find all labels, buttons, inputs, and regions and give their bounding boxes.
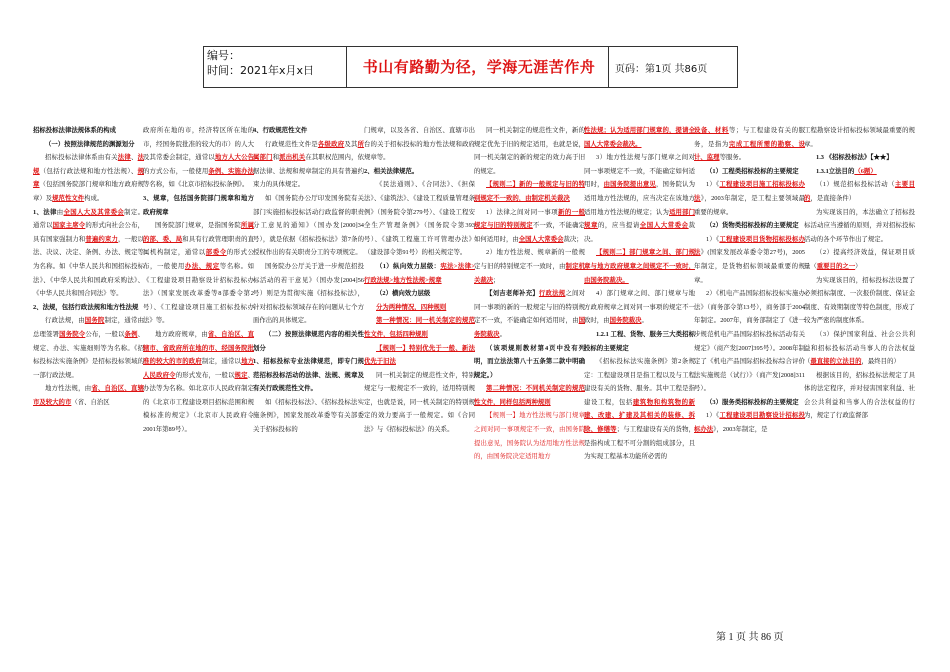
column-4 <box>364 124 475 437</box>
paragraph <box>364 124 475 165</box>
emphasis-text: 条例、实施办法 <box>208 167 255 175</box>
emphasis-text: 1.3 《招标投标法》【★★】 <box>816 154 893 162</box>
body-text: 国务院部门规章，是指国务院 <box>155 222 241 230</box>
body-text: 的形式发布，一般以 <box>175 371 235 379</box>
paragraph <box>253 355 364 396</box>
paragraph <box>364 165 475 179</box>
paragraph <box>694 287 805 396</box>
emphasis-text: 1、招标投标专业法律规范，即专门规范招标投标活动的法律、法规、规章及有关行政规范性文件。 <box>253 358 364 393</box>
emphasis-text: 规定 <box>234 371 248 379</box>
paragraph <box>694 219 805 233</box>
body-text: 裁决； <box>563 235 583 243</box>
body-text: 2）《机电产品国际招标投标实施办法》（商务部令第13号），商务部于2004年制定。2007年，商务部制定了《进一步规范机电产品国际招标投标活动有关规定》（商产发[2007]395号）。2008年制定了《机电产品国际招标投标综合评价法实施规范（试行）》（商产发[2008]311号）。 <box>694 290 805 393</box>
paragraph <box>474 409 585 463</box>
column-6 <box>584 124 695 464</box>
body-text: ，是直接条件） <box>810 194 856 202</box>
column-5 <box>474 124 585 464</box>
body-text: （包括国务院部门规章和地方政府规章）及 <box>33 181 145 202</box>
body-text: （省、自治区 <box>71 398 110 406</box>
paragraph <box>364 287 475 301</box>
column-8 <box>804 124 915 423</box>
body-text: 等名称，如《北京市招标投标条例》。 <box>143 181 249 189</box>
body-text: ，一般以法、决议、决定、条例、办法、规定等为名称。如《中华人民共和国招标投标法》、《中华人民共和国政府采购法》、《中华人民共和国合同法》等。 <box>33 235 145 298</box>
paragraph <box>474 206 585 247</box>
body-text: 1）《 <box>706 235 720 243</box>
emphasis-text: 派出机关 <box>279 154 306 162</box>
emphasis-text: 最直接的立法目的 <box>810 358 862 366</box>
paragraph <box>584 124 695 151</box>
header-page-label: 页码：第1页 共86页 <box>615 64 708 75</box>
header-time-label: 时间：2021年x月x日 <box>207 64 315 77</box>
emphasis-text: （该项规则教材第4页中没有列明，而立法法第八十五条第二款中明确规定。） <box>474 344 585 379</box>
paragraph <box>804 274 915 328</box>
emphasis-text: 省、自治区、直辖市及较大的市 <box>33 385 145 406</box>
emphasis-text: 由国务院提出意见 <box>603 181 656 189</box>
paragraph <box>143 192 254 219</box>
emphasis-text: 国务院 <box>84 317 105 325</box>
emphasis-text: （1）纵向效力层级： <box>376 262 441 270</box>
body-text: 构成。 <box>84 194 104 202</box>
emphasis-text: 所属部门 <box>253 140 365 162</box>
paragraph <box>143 328 254 437</box>
body-text: 及其 <box>344 140 358 148</box>
emphasis-text: 【规则二】新的一般规定与旧的特别规定不一致的，由制定机关裁决 <box>474 181 585 202</box>
body-text: 裁决。 <box>584 222 696 243</box>
emphasis-text: 4、行政规范性文件 <box>253 127 308 134</box>
body-text: 为实现该目的，招标投标法设置了必须招标制度、一次报价制度、保证金制度、有效期制度等特色制度，形成了较为严密的制度体系。 <box>804 276 915 325</box>
emphasis-text: 【规则一】特别优先于一般、新法优先于旧法 <box>364 344 475 366</box>
column-7 <box>694 124 805 437</box>
emphasis-text: 工程建设项目货物招标投标办法 <box>694 235 805 257</box>
emphasis-text: 地方人民政府令 <box>143 358 255 379</box>
body-text: 3）地方性法规与部门规章之间对同一事项规定不一致，不能确定如何适用时， <box>584 154 695 189</box>
body-text: 招标投标法律体系由有关 <box>45 154 118 162</box>
body-text: 1）《 <box>706 412 720 420</box>
paragraph <box>253 328 364 355</box>
body-text: 和 <box>272 154 280 162</box>
emphasis-text: 建筑物和构筑物的新建、改建、扩建及其相关的装修、拆除、修缮等 <box>584 398 696 434</box>
emphasis-text: 省、自治区、直辖市、省政府所在地的市、经国务院批准的较大的市的政府 <box>143 330 255 366</box>
body-text: 等；与工程建设有关的服务，是指为 <box>694 127 806 148</box>
paragraph <box>253 260 364 328</box>
emphasis-text: （6题） <box>854 167 877 175</box>
paragraph <box>584 246 695 287</box>
emphasis-text: （2）货物类招标投标的主要规定 <box>706 222 799 230</box>
header-motto: 书山有路勤为径，学海无涯苦作舟 <box>362 58 596 76</box>
body-text: 【规则一】地方性法规与部门规章之间对同一事项规定不一致，由国务院提出意见，国务院认为适用地方性法规的，由国务院决定适用地方 <box>474 412 585 461</box>
emphasis-text: 工程建设项目施工招标投标办法 <box>694 181 805 202</box>
body-text: 》，2003年制定，是工程主要领域最重要的规章。 <box>694 194 805 216</box>
body-text: ） <box>855 262 862 270</box>
body-text: （2）提高经济效益，保证项目质量（ <box>804 249 915 270</box>
body-text: 同一机关制定的规范性文件，特别规定与一般规定不一致的，适用特别规定，也就是说，同一机关制定的特别规定的效力要高于一般规定。如《合同法》与《招标投标法》的关系。 <box>364 371 475 434</box>
paragraph <box>143 219 254 328</box>
body-text: 、 <box>131 154 138 162</box>
body-text: 等服务。 <box>719 154 746 162</box>
body-text: 工程勘察设计招标投标领域最重要的规章。 <box>804 127 915 148</box>
emphasis-text: 1、法律 <box>33 208 57 216</box>
body-text: 等名称。如《工程建设项目勘察设计招标投标办法》（国家发展改革委等8部委令第2号）、《工程建设项目施工招标投标办法》等。 <box>143 262 255 325</box>
column-2 <box>143 124 254 437</box>
emphasis-text: 分为两种情况，四种规则 <box>376 303 447 311</box>
emphasis-text: 办法、规定 <box>184 262 220 270</box>
paragraph <box>364 178 475 260</box>
body-text: 《招标投标法实施条例》第2条规定：工程建设项目是指工程以及与工程建设有关的货物、服务。其中工程是指建设工程，包括 <box>584 358 695 406</box>
emphasis-text: 2、法规，包括行政法规和地方性法规 <box>33 303 139 311</box>
page-header <box>203 46 738 88</box>
emphasis-text: 招标投标法律法规体系的构成 <box>33 127 117 134</box>
paragraph <box>253 192 364 260</box>
paragraph <box>804 246 915 273</box>
emphasis-text: 性法规；认为适用部门规章的，提请全国人大常委会裁决。 <box>584 127 695 148</box>
emphasis-text: （3）服务类招标投标的主要规定 <box>706 398 799 406</box>
body-text: 门规章，以及各省、自治区、直辖市出台的关于招标投标的地方性法规和政府规章等。 <box>364 127 475 162</box>
paragraph <box>804 369 915 423</box>
paragraph <box>804 124 915 151</box>
paragraph <box>364 342 475 369</box>
emphasis-text: 国务院裁决 <box>474 317 585 338</box>
body-text: 之间对同一事项的新的一般规定与旧的特别规定不一致，不能确定如何适用时，由 <box>474 290 586 325</box>
paragraph <box>584 151 695 246</box>
paragraph <box>474 382 585 409</box>
body-text: 行政规范性文件是 <box>265 140 318 148</box>
emphasis-text: 适用部门规章 <box>584 208 696 230</box>
body-text: 政府所在地的市，经济特区所在地的市，经国务院批准的较大的市）的人大及其常委会制定，通常以 <box>143 127 254 162</box>
emphasis-text: 新的一般规定与旧的特别规定 <box>474 208 585 230</box>
emphasis-text: 全国人大常委会 <box>639 222 689 230</box>
body-text: 》(国家发展改革委令第27号)，2005年制定，是货物招标领域最重要的规章。 <box>694 249 805 284</box>
body-text: 制定，通常由总理签署 <box>33 317 145 338</box>
emphasis-text: （一）按照法律规范的渊源划分 <box>45 140 135 148</box>
body-text: 、办法等为名称。如北京市人民政府制定的《北京市工程建设项目招标范围和规模标准的规定》（北京市人民政府令2001年第89号）。 <box>143 371 255 434</box>
body-text: （包括行政法规和地方性法规）、 <box>39 167 138 175</box>
body-text: 2）地方性法规、规章新的一般规定与旧的特别规定不一致时，由 <box>474 249 585 270</box>
emphasis-text: 制定机关裁决 <box>474 262 586 284</box>
paragraph <box>694 233 805 287</box>
body-text: ；与工程建设有关的货物，是指构成工程不可分割的组成部分，且为实现工程基本功能所必需的 <box>584 426 696 461</box>
paragraph <box>804 151 915 165</box>
emphasis-text: 1.2.1 工程、货物、服务三大类招标投标的主要规定 <box>584 330 695 352</box>
body-text: 的形式向社会公布，具有国家强制力和 <box>33 222 145 243</box>
paragraph <box>253 396 364 437</box>
body-text: 如《招标投标法》、《招标投标法实施条例》，国家发展改革委等有关部委关于招标投标的 <box>253 398 364 434</box>
body-text: 1）《 <box>706 181 720 189</box>
body-text: 、规定、办法、实施细则等为名称。《招标投标法实施条例》是招标投标领域的一部行政法规。 <box>33 330 145 379</box>
emphasis-text: 重要目的之一 <box>816 262 856 270</box>
paragraph <box>474 246 585 287</box>
paragraph <box>364 301 475 315</box>
body-text: 的，应当提请 <box>597 222 640 230</box>
paragraph <box>694 124 805 165</box>
body-text: 地方政府规章，由 <box>155 330 208 338</box>
paragraph <box>364 369 475 437</box>
body-text: （1）规范招标投标活动（ <box>816 181 895 189</box>
paragraph <box>584 328 695 355</box>
body-text: ； <box>493 276 500 284</box>
text-columns <box>33 124 915 586</box>
emphasis-text: 国家主席令 <box>52 222 86 230</box>
emphasis-text: 国务院裁决 <box>609 317 642 325</box>
paragraph <box>804 206 915 247</box>
paragraph <box>474 124 585 178</box>
emphasis-text: 普遍约束力 <box>85 235 119 243</box>
paragraph <box>364 314 475 341</box>
header-meta <box>207 48 314 78</box>
emphasis-text: 主要目的 <box>804 181 915 202</box>
emphasis-text: 所属的部、委、局 <box>143 222 255 243</box>
paragraph <box>253 124 364 138</box>
body-text: 不一致，不能确定如何适用时，由 <box>474 222 586 243</box>
emphasis-text: 【刘吉老师补充】 <box>486 290 539 298</box>
header-divider-left <box>346 46 347 88</box>
paragraph <box>33 138 144 152</box>
body-text: 制定，通常以 <box>201 358 242 366</box>
body-text: ，国务院认为适用地方性法规的，应当决定在该地方适用地方性法规的规定；认为 <box>584 181 696 216</box>
emphasis-text: 地方人大公告 <box>214 154 255 162</box>
body-text: 地方性法规，由 <box>45 385 92 393</box>
body-text: 制定。通常以 <box>33 208 145 230</box>
emphasis-text: 条例 <box>124 330 138 338</box>
body-text: 4）部门规章之间、部门规章与地方政府规章之间对同一事项的规定不一致时，由 <box>584 290 695 325</box>
emphasis-text: 设备、材料 <box>694 127 729 134</box>
body-text: 和具有行政管理职责的直属机构制定，通常以 <box>143 235 255 257</box>
paragraph <box>694 409 805 436</box>
body-text: 《民法通则》、《合同法》、《担保法》、《建筑法》、《建设工程质量管理条例》（国务院令第279号）、《建设工程安全生产管理条例》（国务院令第393号）、《建筑工程施工许可管理办法》（建设部令第91号）的相关规定等。 <box>364 181 475 257</box>
paragraph <box>804 178 915 205</box>
paragraph <box>33 124 144 138</box>
emphasis-text: （二）按照法律规范内容的相关性划分 <box>253 330 364 352</box>
paragraph <box>364 260 475 287</box>
emphasis-text: 国务院令 <box>59 330 86 338</box>
column-3 <box>253 124 364 437</box>
body-text: 为实现该目的，本法确立了招标投标活动应当遵循的原则，并对招标投标活动的各个环节作出了规定。 <box>804 208 915 243</box>
paragraph <box>584 355 695 464</box>
paragraph <box>804 165 915 179</box>
emphasis-text: （2）横向效力层级 <box>376 290 431 298</box>
body-text: 根据该目的，招标投标法规定了具体的法定程序，并对侵害国家利益、社会公共利益和当事人的合法权益的行为，规定了行政监督部 <box>804 371 915 420</box>
paragraph <box>253 138 364 192</box>
paragraph <box>143 124 254 192</box>
body-text: 国务院办公厅关于进一步规范招投标活动的若干意见》（国办发[2004]56号）则是为贯彻实施《招标投标法》，针对招标投标领域存在的问题从七个方面作出的具体规定。 <box>253 262 364 325</box>
emphasis-text: 行政法规 <box>538 290 566 298</box>
emphasis-text: 法律 <box>117 154 131 162</box>
paragraph <box>33 301 144 315</box>
body-text: 行政法规，由 <box>45 317 85 325</box>
emphasis-text: 全国人大常委会 <box>518 235 564 243</box>
emphasis-text: 法规 <box>33 154 145 175</box>
emphasis-text: 3、规章，包括国务院部门规章和地方政府规章 <box>143 194 254 216</box>
paragraph <box>804 328 915 369</box>
paragraph <box>474 342 585 383</box>
body-text: 同一机关制定的规范性文件，新的规定优先于旧的规定适用，也就是说，同一机关制定的新的规定的效力高于旧的规定。 <box>474 127 585 175</box>
paragraph <box>33 151 144 205</box>
body-text: 公布，一般以 <box>85 330 125 338</box>
paragraph <box>33 382 144 409</box>
emphasis-text: 第一种情况：同一机关制定的规范性文件，包括四种规则 <box>364 317 475 338</box>
body-text: 由 <box>56 208 64 216</box>
body-text: 在其职权范围内，依据法律、法规和规章制定的具有普遍约束力的具体规定。 <box>253 154 365 189</box>
emphasis-text: 宪法>法律>行政法规>地方性法规>规章 <box>364 262 475 284</box>
emphasis-text: 1.3.1立法目的 <box>816 167 855 175</box>
paragraph <box>694 178 805 219</box>
column-1 <box>33 124 144 409</box>
emphasis-text: （1）工程类招标投标的主要规定 <box>706 167 799 175</box>
body-text: 。 <box>641 317 648 325</box>
body-text: ，最终目的） <box>861 358 900 366</box>
paragraph <box>694 396 805 410</box>
emphasis-text: 第二种情况：不同机关制定的规范性文件，同样包括两种规则 <box>474 385 585 406</box>
emphasis-text: 各级政府 <box>317 140 345 148</box>
body-text: 如《国务院办公厅印发国务院有关部门实施招标投标活动行政监督的职责分工意见的通知》（国办发[2000]34号），就是依据《招标投标法》第7条的授权作出的有关职责分工的专项规定。 <box>253 194 364 257</box>
emphasis-text: 【规则二】部门规章之间、部门规章与地方政府规章之间规定不一致时，由国务院裁决。 <box>584 249 695 284</box>
body-text: （3）保护国家利益、社会公共利益和招标投标活动当事人的合法权益（ <box>804 330 915 366</box>
emphasis-text: 完成工程所需的勘察、设计、监理 <box>694 140 806 162</box>
header-divider-right <box>608 46 609 88</box>
paragraph <box>584 287 695 328</box>
emphasis-text: 全国人大及其常委会 <box>63 208 125 216</box>
body-text: 的形式公布，一般使用 <box>143 249 254 270</box>
paragraph <box>33 314 144 382</box>
emphasis-text: 部委令 <box>205 249 227 257</box>
body-text: 1）法律之间对同一事项 <box>486 208 559 216</box>
emphasis-text: 规范性文件 <box>52 194 85 202</box>
header-number-label: 编号： <box>207 49 240 62</box>
body-text: 的方式公布，一般使用 <box>143 167 209 175</box>
paragraph <box>474 287 585 341</box>
emphasis-text: 2、相关法律规范。 <box>364 167 419 175</box>
emphasis-text: 工程建设项目勘察设计招标投标办法 <box>694 412 805 434</box>
body-text: 》，2003年制定，是 <box>713 426 768 434</box>
emphasis-text: 规章 <box>33 167 144 189</box>
paragraph <box>474 178 585 205</box>
paragraph <box>694 165 805 179</box>
paragraph <box>33 206 144 301</box>
body-text: 。 <box>499 330 506 338</box>
page-footer: 第 1 页 共 86 页 <box>716 632 784 643</box>
